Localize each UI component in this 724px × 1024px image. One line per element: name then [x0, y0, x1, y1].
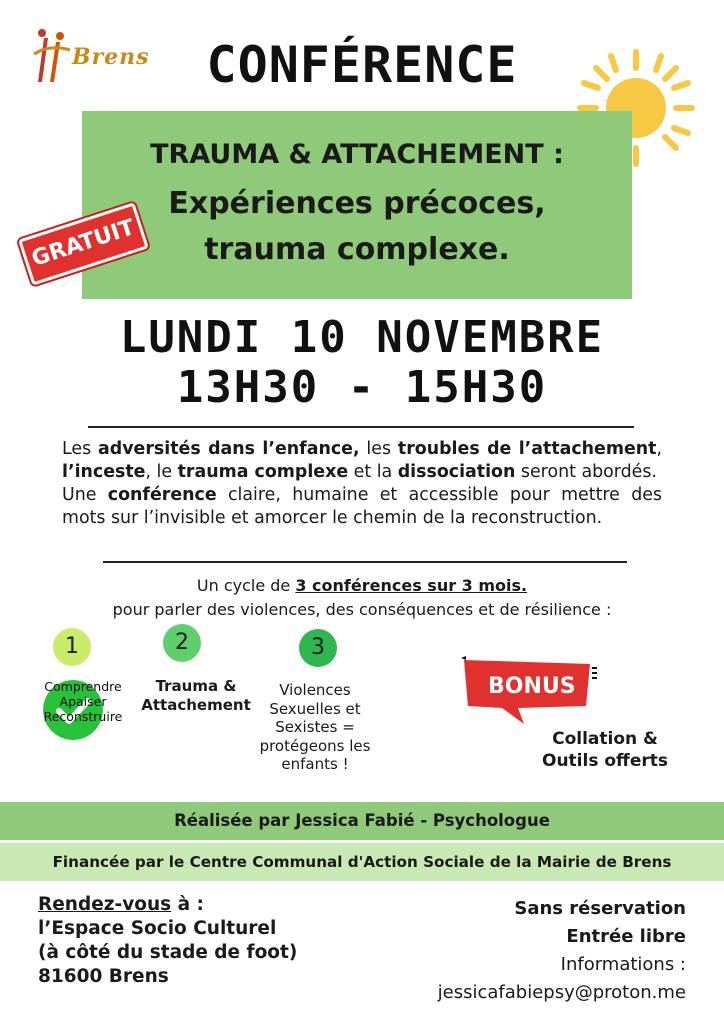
logo-text: Brens — [72, 44, 150, 70]
description-p2-run: claire, humaine et accessible pour mettre des mots sur l’invisible et amorcer le chemin de la reconstruction. — [62, 485, 662, 528]
topic-line-1: TRAUMA & ATTACHEMENT : — [150, 139, 564, 170]
cycle-prefix: Un cycle de — [196, 576, 296, 595]
venue-block — [38, 893, 297, 989]
funding-band: Financée par le Centre Communal d'Action Sociale de la Mairie de Brens — [0, 843, 724, 881]
step-1-label: Comprendre Apaiser Reconstruire — [43, 679, 123, 724]
step-3-number: 3 — [299, 629, 337, 667]
description-p1-run: adversités dans l’enfance, — [98, 439, 360, 459]
divider — [103, 561, 627, 563]
description-paragraph-2 — [62, 484, 662, 530]
description-p2-run: Une — [62, 485, 108, 505]
description-p1-run: , — [656, 439, 662, 459]
author-band: Réalisée par Jessica Fabié - Psychologue — [0, 802, 724, 840]
venue-line: l’Espace Socio Culturel — [38, 918, 277, 939]
description-p1-run: seront abordés. — [515, 462, 657, 482]
description-p1-run: , le — [145, 462, 178, 482]
step-3-label: Violences Sexuelles et Sexistes = protégeons les enfants ! — [259, 681, 371, 773]
free-badge-label: GRATUIT — [18, 202, 149, 285]
topic-line-2: Expériences précoces, — [168, 186, 546, 221]
venue-line: (à côté du stade de foot) — [38, 942, 298, 963]
event-time: 13H30 - 15H30 — [176, 362, 548, 413]
step-2-number: 2 — [163, 624, 201, 662]
description-p1-run: dissociation — [397, 462, 516, 482]
access-info — [400, 895, 686, 1007]
description-paragraph-1 — [62, 438, 662, 484]
description — [62, 438, 662, 530]
description-p1-run: l’inceste — [62, 462, 146, 482]
step-2-label: Trauma & Attachement — [141, 677, 251, 714]
topic-line-3: trauma complexe. — [204, 232, 510, 267]
reservation-note: Sans réservation — [514, 898, 686, 919]
cycle-subtitle: pour parler des violences, des conséquences et de résilience : — [112, 600, 612, 619]
cycle-intro — [0, 576, 724, 595]
description-p1-run: et la — [348, 462, 398, 482]
cycle-highlight: 3 conférences sur 3 mois. — [295, 576, 528, 595]
venue-line: 81600 Brens — [38, 966, 169, 987]
description-p1-run: troubles de l’attachement — [397, 439, 657, 459]
description-p1-run: les — [359, 439, 398, 459]
bonus-details: Collation & Outils offerts — [542, 729, 668, 771]
event-date: LUNDI 10 NOVEMBRE — [119, 312, 605, 363]
info-label: Informations : — [560, 954, 686, 975]
bonus-label: BONUS — [488, 674, 576, 699]
topic-box — [82, 111, 632, 299]
entry-note: Entrée libre — [566, 926, 686, 947]
step-1-number: 1 — [53, 628, 91, 666]
contact-email[interactable]: jessicafabiepsy@proton.me — [437, 982, 686, 1003]
description-p1-run: Les — [62, 439, 99, 459]
divider — [88, 426, 634, 428]
description-p2-run: conférence — [107, 485, 217, 505]
venue-heading: Rendez-vous à : — [38, 894, 204, 915]
page-title: CONFÉRENCE — [206, 36, 518, 94]
bonus-banner — [458, 656, 598, 728]
description-p1-run: trauma complexe — [177, 462, 349, 482]
